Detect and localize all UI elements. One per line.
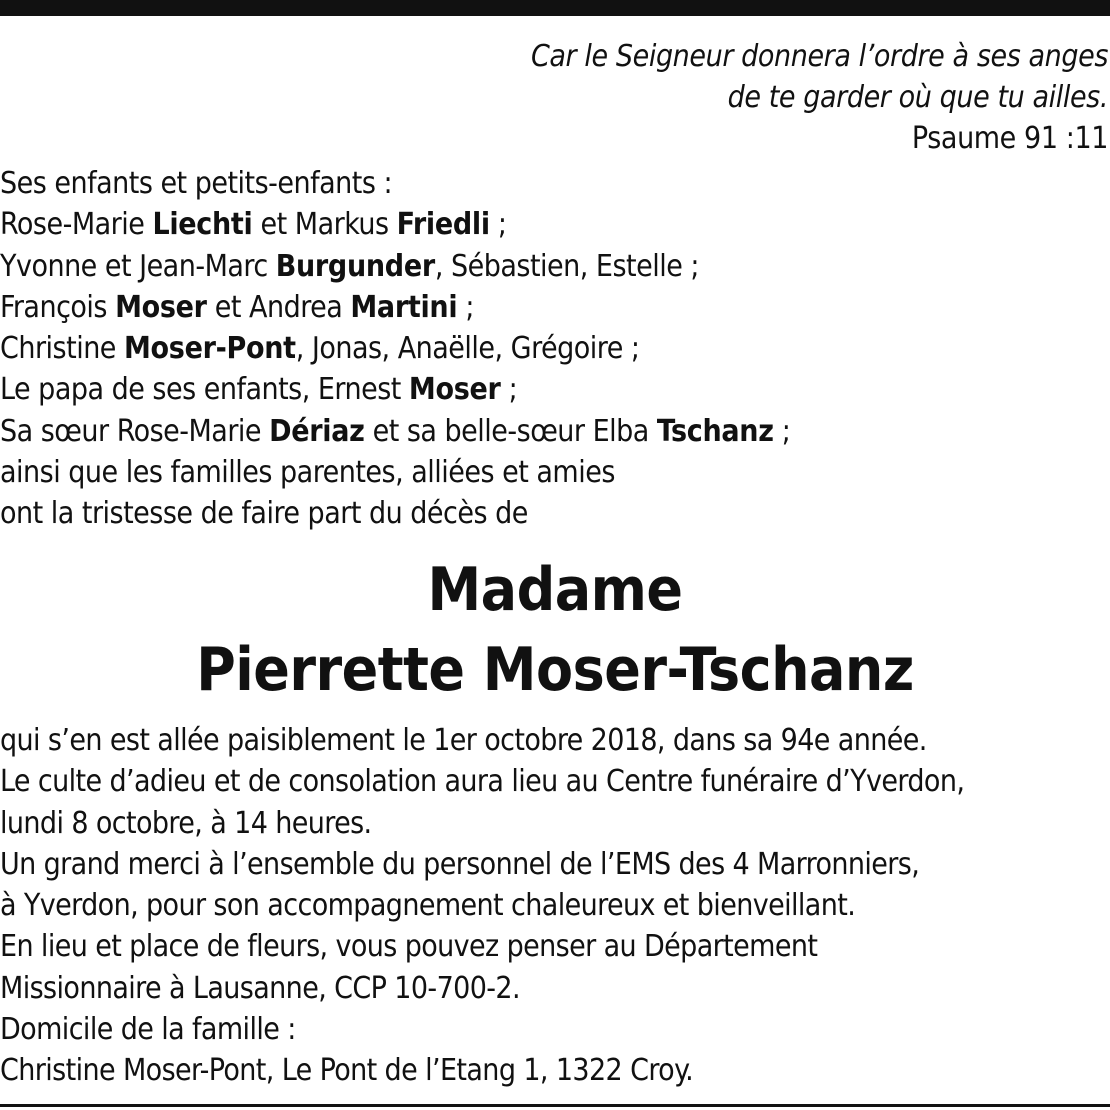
family-text: , Sébastien, Estelle ; <box>434 248 699 284</box>
family-text: François <box>0 289 116 325</box>
family-surname: Moser <box>408 372 501 408</box>
family-member-line <box>0 204 790 245</box>
details-line: à Yverdon, pour son accompagnement chaleureux et bienveillant. <box>0 888 856 924</box>
family-surname: Friedli <box>396 207 490 243</box>
family-members-list <box>0 204 790 452</box>
family-surname: Liechti <box>152 207 253 243</box>
family-surname: Moser <box>115 289 207 325</box>
family-intro: Ses enfants et petits-enfants : <box>0 166 393 201</box>
bible-verse <box>531 36 1108 159</box>
verse-reference: Psaume 91 :11 <box>911 121 1108 156</box>
family-text: ; <box>773 413 791 449</box>
deceased-name: Pierrette Moser-Tschanz <box>196 635 914 705</box>
details-line: Le culte d’adieu et de consolation aura lieu au Centre funéraire d’Yverdon, <box>0 764 965 800</box>
family-member-line <box>0 369 790 410</box>
top-border-rule <box>0 0 1110 16</box>
family-text: Le papa de ses enfants, Ernest <box>0 372 409 408</box>
family-member-line <box>0 246 790 287</box>
details-line: Domicile de la famille : <box>0 1012 296 1048</box>
family-member-line <box>0 411 790 452</box>
family-closing-1: ainsi que les familles parentes, alliées et amies <box>0 455 615 491</box>
family-closing-2: ont la tristesse de faire part du décès de <box>0 496 528 532</box>
family-member-line <box>0 328 790 369</box>
family-text: Yvonne et Jean-Marc <box>0 248 276 284</box>
family-text: et Andrea <box>206 289 351 325</box>
verse-line-2: de te garder où que tu ailles. <box>727 80 1108 115</box>
family-member-line <box>0 287 790 328</box>
funeral-details <box>0 720 964 1092</box>
family-surname: Martini <box>350 289 458 325</box>
details-line: Christine Moser-Pont, Le Pont de l’Etang 1, 1322 Croy. <box>0 1053 694 1089</box>
family-text: et sa belle-sœur Elba <box>364 413 657 449</box>
family-text: , Jonas, Anaëlle, Grégoire ; <box>295 331 640 367</box>
family-announcement <box>0 163 790 535</box>
family-surname: Burgunder <box>275 248 435 284</box>
family-text: et Markus <box>252 207 397 243</box>
details-line: Un grand merci à l’ensemble du personnel de l’EMS des 4 Marronniers, <box>0 846 920 882</box>
family-text: Sa sœur Rose-Marie <box>0 413 270 449</box>
family-text: Christine <box>0 331 124 367</box>
verse-line-1: Car le Seigneur donnera l’ordre à ses anges <box>530 39 1108 74</box>
bottom-border-rule <box>0 1104 1110 1107</box>
family-text: Rose-Marie <box>0 207 153 243</box>
details-line: lundi 8 octobre, à 14 heures. <box>0 805 372 841</box>
family-text: ; <box>500 372 518 408</box>
deceased-title: Madame <box>427 555 683 625</box>
family-surname: Tschanz <box>656 413 774 449</box>
family-surname: Dériaz <box>269 413 365 449</box>
family-text: ; <box>457 289 474 325</box>
family-text: ; <box>489 207 507 243</box>
details-line: Missionnaire à Lausanne, CCP 10-700-2. <box>0 970 520 1006</box>
deceased-name-block <box>0 550 1110 710</box>
details-line: En lieu et place de fleurs, vous pouvez penser au Département <box>0 929 818 965</box>
details-line: qui s’en est allée paisiblement le 1er octobre 2018, dans sa 94e année. <box>0 723 927 758</box>
family-surname: Moser-Pont <box>123 331 296 367</box>
